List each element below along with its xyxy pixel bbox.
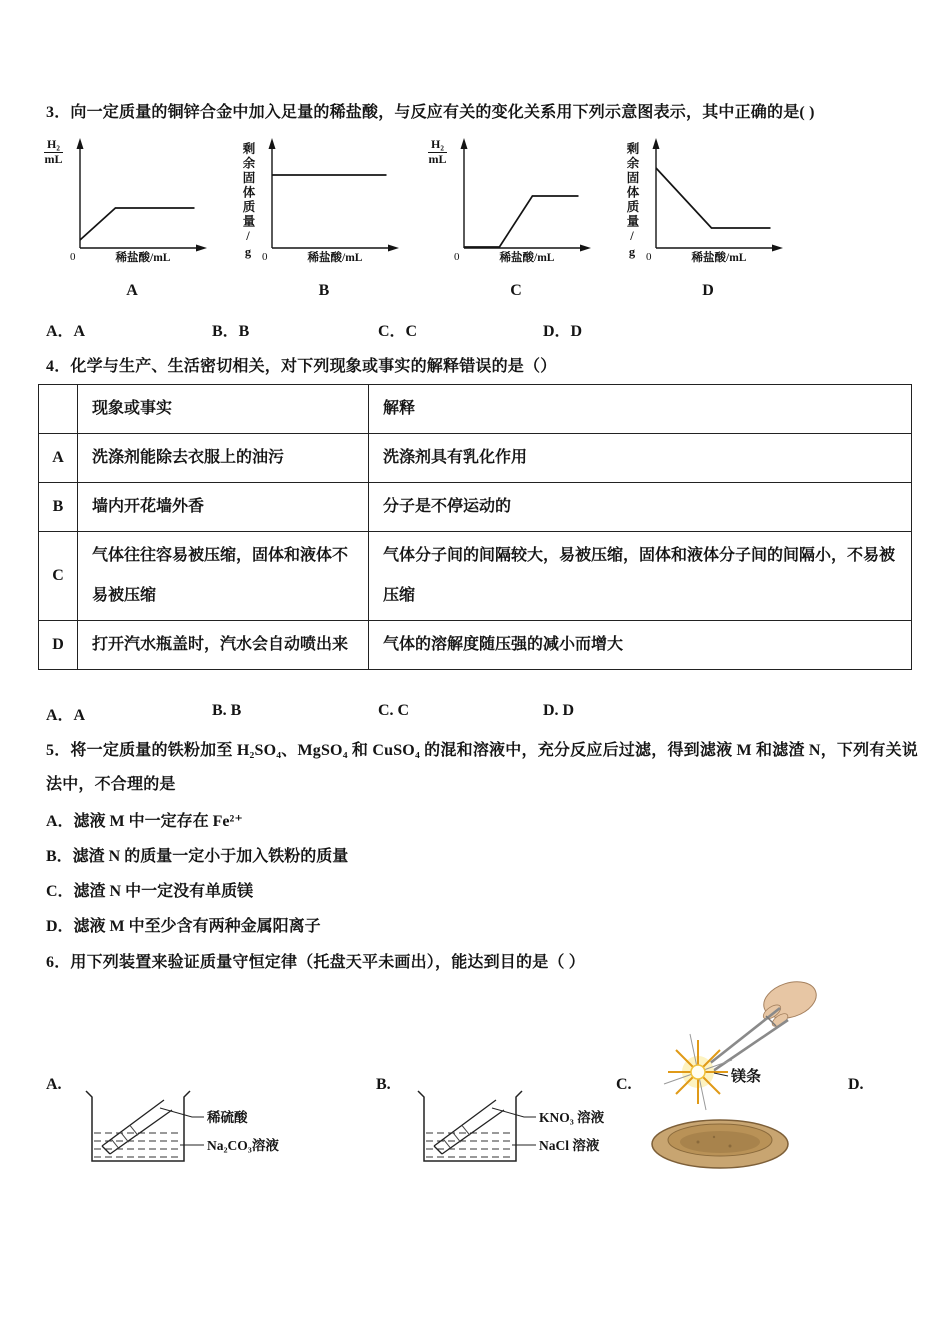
- graph-a-curve: [80, 208, 195, 240]
- graph-a-letter: A: [126, 282, 138, 299]
- table-row-b: [39, 483, 912, 532]
- q4-option-d: D. D: [543, 702, 575, 719]
- burning-magnesium-illustration: [638, 972, 848, 1187]
- graph-b-plot: [250, 134, 400, 266]
- question-3-stem: 3．向一定质量的铜锌合金中加入足量的稀盐酸，与反应有关的变化关系用下列示意图表示，其中正确的是( ): [46, 104, 815, 121]
- q6-option-b-label: B.: [376, 1076, 391, 1093]
- leader-line-tube: [492, 1108, 536, 1117]
- table-header-row: [39, 385, 912, 434]
- svg-text:0: 0: [454, 251, 460, 263]
- tube-label: KNO₃ 溶液: [539, 1110, 605, 1125]
- svg-text:0: 0: [262, 251, 268, 263]
- table-cell-explanation: 气体的溶解度随压强的减小而增大: [369, 621, 912, 670]
- q3-option-c: C．C: [378, 323, 418, 340]
- q5-option-d: D．滤液 M 中至少含有两种金属阳离子: [46, 918, 321, 935]
- solution-label: NaCl 溶液: [539, 1138, 600, 1153]
- graph-c-letter: C: [510, 282, 522, 299]
- hand: [759, 975, 821, 1028]
- table-cell-letter: D: [39, 621, 78, 670]
- table-cell-explanation: 洗涤剂具有乳化作用: [369, 434, 912, 483]
- table-row-a: [39, 434, 912, 483]
- beaker-icon: [86, 1091, 190, 1161]
- svg-text:稀盐酸/mL: 稀盐酸/mL: [115, 252, 171, 264]
- question-4-stem: 4．化学与生产、生活密切相关，对下列现象或事实的解释错误的是（）: [46, 358, 557, 375]
- leader-line-tube: [160, 1108, 204, 1117]
- graph-b-y-axis-label: 剩余固体质量/g: [241, 142, 255, 261]
- magnesium-label: 镁条: [731, 1069, 762, 1085]
- q4-option-a: A．A: [46, 707, 86, 724]
- graph-d-letter: D: [702, 282, 714, 299]
- solution-label: Na₂CO₃溶液: [207, 1138, 279, 1153]
- table-cell-explanation: 气体分子间的间隔较大，易被压缩，固体和液体分子间的间隔小，不易被压缩: [369, 532, 912, 621]
- q6-option-d-label: D.: [848, 1076, 864, 1093]
- table-cell-phenomenon: 气体往往容易被压缩，固体和液体不易被压缩: [78, 532, 369, 621]
- solution-hatch: [426, 1133, 514, 1157]
- graph-d-plot: [634, 134, 784, 266]
- table-header-phenomenon: 现象或事实: [78, 385, 369, 434]
- graph-a-y-axis-label: $\frac{\text{H₂}}{mL}$: [44, 137, 63, 166]
- table-cell-letter: B: [39, 483, 78, 532]
- graph-a-plot: [58, 134, 208, 266]
- table-row-c: [39, 532, 912, 621]
- table-cell-letter: A: [39, 434, 78, 483]
- q4-option-c: C. C: [378, 702, 410, 719]
- svg-text:稀盐酸/mL: 稀盐酸/mL: [691, 252, 747, 264]
- tube-label: 稀硫酸: [207, 1110, 248, 1125]
- question-3-graphs: [42, 134, 842, 314]
- table-cell-explanation: 分子是不停运动的: [369, 483, 912, 532]
- graph-b-letter: B: [318, 282, 330, 299]
- graph-option-c: [426, 134, 606, 314]
- beaker-icon: [418, 1091, 522, 1161]
- evaporating-dish: [652, 1120, 788, 1168]
- question-6-stem: 6．用下列装置来验证质量守恒定律（托盘天平未画出），能达到目的是（ ）: [46, 954, 586, 971]
- graph-c-y-axis-label: $\frac{\text{H₂}}{mL}$: [428, 137, 447, 166]
- solution-hatch: [94, 1133, 182, 1157]
- graph-d-curve: [656, 168, 771, 228]
- svg-text:0: 0: [70, 251, 76, 263]
- table-cell-letter: C: [39, 532, 78, 621]
- table-header-blank: [39, 385, 78, 434]
- table-cell-phenomenon: 洗涤剂能除去衣服上的油污: [78, 434, 369, 483]
- table-cell-phenomenon: 打开汽水瓶盖时，汽水会自动喷出来: [78, 621, 369, 670]
- leader-line-magnesium: [714, 1073, 728, 1076]
- table-header-explanation: 解释: [369, 385, 912, 434]
- q6-option-c-label: C.: [616, 1076, 632, 1093]
- beaker-a-diagram: [80, 1088, 292, 1184]
- q3-option-b: B．B: [212, 323, 250, 340]
- question-5-stem: 5．将一定质量的铁粉加至 H₂SO₄、MgSO₄ 和 CuSO₄ 的混和溶液中，充分反应后过滤，得到滤液 M 和滤渣 N，下列有关说法中，不合理的是: [46, 742, 918, 793]
- graph-option-d: [618, 134, 798, 314]
- svg-text:0: 0: [646, 251, 652, 263]
- q5-option-b: B．滤渣 N 的质量一定小于加入铁粉的质量: [46, 848, 349, 865]
- q6-option-a-label: A.: [46, 1076, 62, 1093]
- table-cell-phenomenon: 墙内开花墙外香: [78, 483, 369, 532]
- phenomenon-explanation-table: [38, 384, 912, 670]
- q3-option-d: D．D: [543, 323, 583, 340]
- svg-text:稀盐酸/mL: 稀盐酸/mL: [307, 252, 363, 264]
- beaker-b-diagram: [412, 1088, 624, 1184]
- q5-option-c: C．滤渣 N 中一定没有单质镁: [46, 883, 254, 900]
- svg-text:稀盐酸/mL: 稀盐酸/mL: [499, 252, 555, 264]
- graph-option-a: [42, 134, 222, 314]
- graph-option-b: [234, 134, 414, 314]
- graph-c-plot: [442, 134, 592, 266]
- flame-icon: [664, 1034, 732, 1110]
- q5-option-a: A．滤液 M 中一定存在 Fe²⁺: [46, 813, 243, 830]
- q4-option-b: B. B: [212, 702, 242, 719]
- graph-c-curve: [464, 196, 579, 247]
- table-row-d: [39, 621, 912, 670]
- q3-option-a: A．A: [46, 323, 86, 340]
- graph-d-y-axis-label: 剩余固体质量/g: [625, 142, 639, 261]
